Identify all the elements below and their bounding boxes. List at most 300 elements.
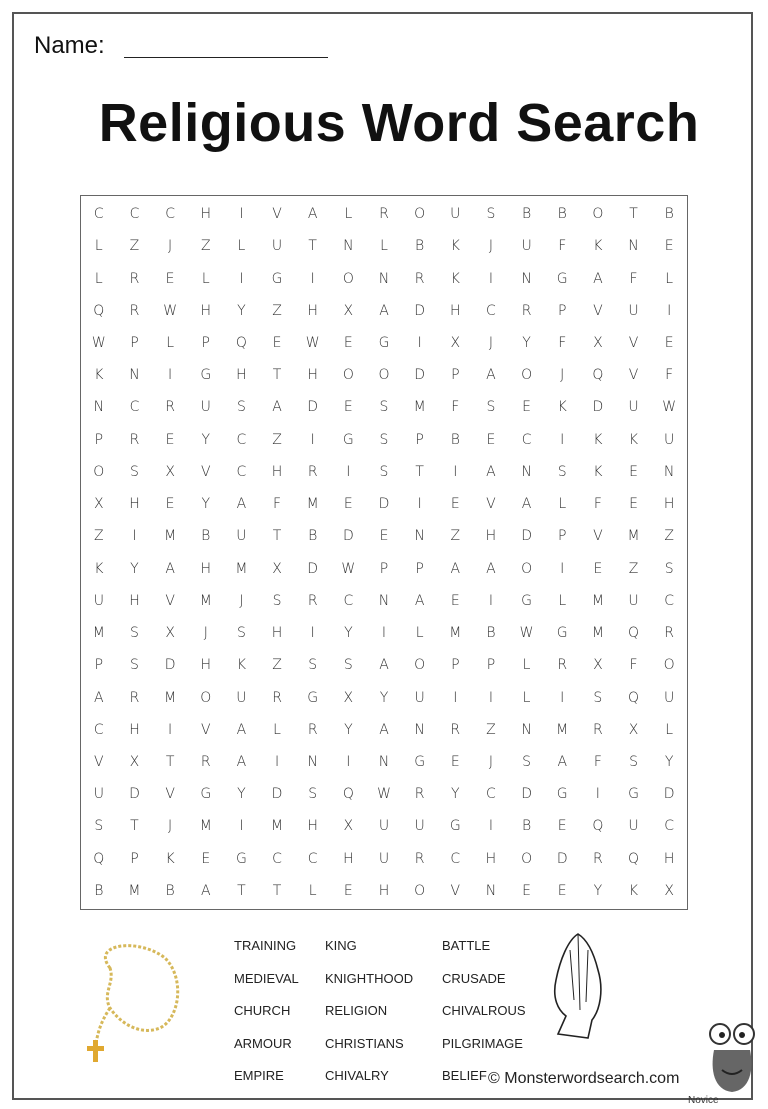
grid-letter[interactable]: V xyxy=(165,786,175,803)
grid-letter[interactable]: S xyxy=(130,463,139,480)
grid-letter[interactable]: L xyxy=(558,496,567,513)
grid-letter[interactable]: U xyxy=(664,431,675,448)
grid-letter[interactable]: Q xyxy=(628,689,640,706)
grid-letter[interactable]: H xyxy=(129,496,140,513)
grid-letter[interactable]: U xyxy=(628,399,639,416)
grid-letter[interactable]: R xyxy=(165,399,175,416)
grid-letter[interactable]: T xyxy=(165,753,175,770)
grid-letter[interactable]: L xyxy=(201,270,210,287)
grid-letter[interactable]: H xyxy=(378,882,390,899)
grid-letter[interactable]: E xyxy=(272,335,282,352)
grid-letter[interactable]: M xyxy=(556,721,569,738)
grid-letter[interactable]: A xyxy=(236,753,247,770)
grid-letter[interactable]: J xyxy=(168,818,173,835)
grid-letter[interactable]: G xyxy=(200,786,212,803)
grid-letter[interactable]: T xyxy=(272,367,282,384)
grid-letter[interactable]: D xyxy=(378,496,390,513)
grid-letter[interactable]: R xyxy=(414,786,425,803)
grid-letter[interactable]: L xyxy=(415,625,424,642)
grid-letter[interactable]: I xyxy=(488,592,493,609)
grid-letter[interactable]: J xyxy=(168,238,173,255)
grid-letter[interactable]: I xyxy=(346,753,351,770)
grid-letter[interactable]: G xyxy=(556,625,568,642)
grid-letter[interactable]: V xyxy=(593,302,603,319)
grid-letter[interactable]: Y xyxy=(522,335,531,352)
grid-letter[interactable]: D xyxy=(414,302,426,319)
grid-letter[interactable]: X xyxy=(165,463,175,480)
grid-letter[interactable]: X xyxy=(129,753,140,770)
grid-letter[interactable]: X xyxy=(450,335,461,352)
grid-letter[interactable]: N xyxy=(521,721,532,738)
grid-letter[interactable]: C xyxy=(129,399,140,416)
grid-letter[interactable]: B xyxy=(664,206,674,223)
grid-letter[interactable]: N xyxy=(521,270,532,287)
grid-letter[interactable]: E xyxy=(165,496,175,513)
grid-letter[interactable]: L xyxy=(94,238,103,255)
grid-letter[interactable]: N xyxy=(378,592,390,609)
grid-letter[interactable]: Q xyxy=(628,850,640,867)
grid-letter[interactable]: Z xyxy=(129,238,140,255)
grid-letter[interactable]: Y xyxy=(344,721,353,738)
grid-letter[interactable]: C xyxy=(521,431,532,448)
grid-letter[interactable]: T xyxy=(272,882,282,899)
grid-letter[interactable]: R xyxy=(521,302,532,319)
grid-letter[interactable]: G xyxy=(414,753,426,770)
grid-letter[interactable]: F xyxy=(629,657,638,674)
grid-letter[interactable]: O xyxy=(378,367,390,384)
grid-letter[interactable]: V xyxy=(450,882,461,899)
grid-letter[interactable]: H xyxy=(271,463,283,480)
grid-letter[interactable]: J xyxy=(488,753,493,770)
grid-letter[interactable]: G xyxy=(378,335,390,352)
grid-letter[interactable]: S xyxy=(130,625,139,642)
grid-letter[interactable]: X xyxy=(343,689,354,706)
grid-letter[interactable]: G xyxy=(556,786,568,803)
grid-letter[interactable]: S xyxy=(272,592,282,609)
grid-letter[interactable]: A xyxy=(379,657,389,674)
grid-letter[interactable]: M xyxy=(627,528,640,545)
grid-letter[interactable]: K xyxy=(628,431,639,448)
grid-letter[interactable]: T xyxy=(629,206,638,223)
grid-letter[interactable]: Q xyxy=(93,302,105,319)
grid-letter[interactable]: G xyxy=(342,431,354,448)
grid-letter[interactable]: Y xyxy=(130,560,139,577)
grid-letter[interactable]: A xyxy=(486,367,496,384)
grid-letter[interactable]: J xyxy=(239,592,244,609)
grid-letter[interactable]: Y xyxy=(237,786,246,803)
grid-letter[interactable]: N xyxy=(93,399,105,416)
grid-letter[interactable]: R xyxy=(450,721,461,738)
grid-letter[interactable]: O xyxy=(200,689,212,706)
grid-letter[interactable]: W xyxy=(91,335,106,352)
grid-letter[interactable]: S xyxy=(522,753,532,770)
grid-letter[interactable]: A xyxy=(593,270,603,287)
grid-letter[interactable]: M xyxy=(271,818,284,835)
grid-letter[interactable]: I xyxy=(560,689,565,706)
grid-letter[interactable]: T xyxy=(308,238,317,255)
grid-letter[interactable]: X xyxy=(593,657,603,674)
grid-letter[interactable]: S xyxy=(593,689,603,706)
grid-letter[interactable]: B xyxy=(94,882,104,899)
grid-letter[interactable]: K xyxy=(557,399,567,416)
grid-letter[interactable]: M xyxy=(413,399,426,416)
grid-letter[interactable]: I xyxy=(667,302,672,319)
grid-letter[interactable]: J xyxy=(560,367,565,384)
grid-letter[interactable]: L xyxy=(558,592,567,609)
grid-letter[interactable]: I xyxy=(310,625,315,642)
grid-letter[interactable]: D xyxy=(307,399,319,416)
grid-letter[interactable]: B xyxy=(450,431,460,448)
grid-letter[interactable]: U xyxy=(450,206,461,223)
grid-letter[interactable]: W xyxy=(305,335,320,352)
grid-letter[interactable]: L xyxy=(273,721,281,738)
grid-letter[interactable]: I xyxy=(274,753,280,770)
grid-letter[interactable]: S xyxy=(379,463,389,480)
grid-letter[interactable]: M xyxy=(164,528,177,545)
grid-letter[interactable]: U xyxy=(414,818,425,835)
grid-letter[interactable]: U xyxy=(664,689,675,706)
grid-letter[interactable]: M xyxy=(128,882,141,899)
grid-letter[interactable]: G xyxy=(235,850,247,867)
grid-letter[interactable]: P xyxy=(201,335,210,352)
grid-letter[interactable]: N xyxy=(521,463,532,480)
grid-letter[interactable]: L xyxy=(522,689,531,706)
grid-letter[interactable]: Y xyxy=(201,431,211,448)
grid-letter[interactable]: X xyxy=(343,818,354,835)
grid-letter[interactable]: P xyxy=(415,560,424,577)
grid-letter[interactable]: A xyxy=(200,882,211,899)
grid-letter[interactable]: V xyxy=(486,496,496,513)
grid-letter[interactable]: A xyxy=(272,399,282,416)
grid-letter[interactable]: I xyxy=(560,431,565,448)
grid-letter[interactable]: C xyxy=(343,592,354,609)
grid-letter[interactable]: W xyxy=(163,302,178,319)
grid-letter[interactable]: L xyxy=(166,335,175,352)
grid-letter[interactable]: N xyxy=(414,721,425,738)
grid-letter[interactable]: A xyxy=(414,592,425,609)
grid-letter[interactable]: P xyxy=(486,657,496,674)
grid-letter[interactable]: E xyxy=(343,496,353,513)
name-line[interactable] xyxy=(124,57,328,58)
grid-letter[interactable]: E xyxy=(450,592,460,609)
grid-letter[interactable]: S xyxy=(379,431,389,448)
grid-letter[interactable]: N xyxy=(378,270,390,287)
grid-letter[interactable]: F xyxy=(665,367,674,384)
grid-letter[interactable]: S xyxy=(664,560,674,577)
grid-letter[interactable]: G xyxy=(200,367,212,384)
grid-letter[interactable]: S xyxy=(379,399,389,416)
grid-letter[interactable]: O xyxy=(414,657,426,674)
grid-letter[interactable]: C xyxy=(165,206,175,223)
grid-letter[interactable]: E xyxy=(165,431,175,448)
grid-letter[interactable]: Z xyxy=(450,528,461,545)
grid-letter[interactable]: P xyxy=(94,431,104,448)
grid-letter[interactable]: Y xyxy=(379,689,389,706)
grid-letter[interactable]: P xyxy=(558,528,567,545)
grid-letter[interactable]: U xyxy=(378,818,390,835)
grid-letter[interactable]: A xyxy=(236,721,247,738)
grid-letter[interactable]: Y xyxy=(593,882,603,899)
grid-letter[interactable]: O xyxy=(663,657,675,674)
grid-letter[interactable]: K xyxy=(628,882,639,899)
grid-letter[interactable]: Z xyxy=(94,528,104,545)
grid-letter[interactable]: A xyxy=(486,463,496,480)
grid-letter[interactable]: Z xyxy=(272,302,282,319)
grid-letter[interactable]: U xyxy=(628,818,639,835)
grid-letter[interactable]: C xyxy=(129,206,140,223)
grid-letter[interactable]: I xyxy=(168,367,173,384)
grid-letter[interactable]: Y xyxy=(201,496,211,513)
grid-letter[interactable]: L xyxy=(344,206,353,223)
grid-letter[interactable]: W xyxy=(377,786,391,803)
grid-letter[interactable]: I xyxy=(239,270,244,287)
grid-letter[interactable]: D xyxy=(663,786,675,803)
grid-letter[interactable]: W xyxy=(519,625,534,642)
grid-letter[interactable]: L xyxy=(522,657,531,674)
grid-letter[interactable]: J xyxy=(203,625,208,642)
grid-letter[interactable]: E xyxy=(557,882,567,899)
grid-letter[interactable]: R xyxy=(272,689,282,706)
grid-letter[interactable]: V xyxy=(200,721,211,738)
grid-letter[interactable]: T xyxy=(130,818,139,835)
grid-letter[interactable]: E xyxy=(486,431,496,448)
grid-letter[interactable]: O xyxy=(521,560,533,577)
grid-letter[interactable]: H xyxy=(271,625,283,642)
grid-letter[interactable]: I xyxy=(239,206,244,223)
grid-letter[interactable]: F xyxy=(629,270,638,287)
grid-letter[interactable]: V xyxy=(272,206,282,223)
grid-letter[interactable]: N xyxy=(378,753,390,770)
grid-letter[interactable]: J xyxy=(488,335,493,352)
grid-letter[interactable]: B xyxy=(415,238,425,255)
grid-letter[interactable]: I xyxy=(595,786,600,803)
grid-letter[interactable]: I xyxy=(310,270,315,287)
grid-letter[interactable]: E xyxy=(343,335,353,352)
grid-letter[interactable]: B xyxy=(308,528,318,545)
grid-letter[interactable]: Q xyxy=(592,367,604,384)
grid-letter[interactable]: U xyxy=(236,528,247,545)
grid-letter[interactable]: L xyxy=(308,882,317,899)
grid-letter[interactable]: X xyxy=(593,335,603,352)
grid-letter[interactable]: G xyxy=(449,818,461,835)
grid-letter[interactable]: S xyxy=(486,206,496,223)
grid-letter[interactable]: E xyxy=(522,399,531,416)
grid-letter[interactable]: U xyxy=(93,786,104,803)
grid-letter[interactable]: E xyxy=(343,882,353,899)
grid-letter[interactable]: R xyxy=(307,721,318,738)
grid-letter[interactable]: T xyxy=(237,882,246,899)
grid-letter[interactable]: E xyxy=(629,463,638,480)
grid-letter[interactable]: S xyxy=(308,657,318,674)
grid-letter[interactable]: H xyxy=(200,657,212,674)
grid-letter[interactable]: E xyxy=(450,496,460,513)
grid-letter[interactable]: I xyxy=(417,496,422,513)
grid-letter[interactable]: E xyxy=(450,753,460,770)
grid-letter[interactable]: Z xyxy=(486,721,496,738)
grid-letter[interactable]: S xyxy=(308,786,318,803)
grid-letter[interactable]: R xyxy=(414,270,425,287)
grid-letter[interactable]: R xyxy=(129,689,140,706)
grid-letter[interactable]: Y xyxy=(344,625,353,642)
grid-letter[interactable]: C xyxy=(450,850,461,867)
grid-letter[interactable]: H xyxy=(307,302,318,319)
grid-letter[interactable]: C xyxy=(93,206,104,223)
grid-letter[interactable]: Q xyxy=(592,818,604,835)
grid-letter[interactable]: C xyxy=(236,431,247,448)
grid-letter[interactable]: U xyxy=(628,592,639,609)
grid-letter[interactable]: Q xyxy=(93,850,105,867)
grid-letter[interactable]: S xyxy=(629,753,638,770)
grid-letter[interactable]: N xyxy=(628,238,639,255)
grid-letter[interactable]: P xyxy=(415,431,424,448)
grid-letter[interactable]: R xyxy=(593,850,603,867)
grid-letter[interactable]: U xyxy=(200,399,211,416)
grid-letter[interactable]: M xyxy=(591,592,604,609)
grid-letter[interactable]: K xyxy=(450,238,460,255)
grid-letter[interactable]: L xyxy=(665,270,674,287)
grid-letter[interactable]: I xyxy=(453,463,458,480)
grid-letter[interactable]: H xyxy=(485,850,497,867)
grid-letter[interactable]: D xyxy=(129,786,140,803)
grid-letter[interactable]: B xyxy=(165,882,175,899)
grid-letter[interactable]: P xyxy=(558,302,567,319)
grid-letter[interactable]: S xyxy=(343,657,353,674)
grid-letter[interactable]: E xyxy=(557,818,567,835)
grid-letter[interactable]: J xyxy=(488,238,493,255)
grid-letter[interactable]: I xyxy=(488,689,493,706)
grid-letter[interactable]: H xyxy=(307,818,318,835)
grid-letter[interactable]: C xyxy=(93,721,104,738)
grid-letter[interactable]: N xyxy=(663,463,675,480)
grid-letter[interactable]: R xyxy=(593,721,603,738)
grid-letter[interactable]: F xyxy=(558,335,567,352)
grid-letter[interactable]: K xyxy=(593,463,603,480)
grid-letter[interactable]: R xyxy=(557,657,568,674)
grid-letter[interactable]: A xyxy=(236,496,247,513)
grid-letter[interactable]: S xyxy=(130,657,139,674)
grid-letter[interactable]: D xyxy=(521,528,532,545)
grid-letter[interactable]: H xyxy=(450,302,461,319)
grid-letter[interactable]: R xyxy=(129,302,140,319)
grid-letter[interactable]: F xyxy=(593,496,602,513)
grid-letter[interactable]: R xyxy=(307,463,318,480)
grid-letter[interactable]: P xyxy=(451,657,460,674)
grid-letter[interactable]: X xyxy=(664,882,674,899)
grid-letter[interactable]: A xyxy=(450,560,461,577)
grid-letter[interactable]: P xyxy=(130,850,139,867)
grid-letter[interactable]: U xyxy=(378,850,390,867)
grid-letter[interactable]: M xyxy=(235,560,248,577)
grid-letter[interactable]: P xyxy=(130,335,139,352)
grid-letter[interactable]: K xyxy=(236,657,246,674)
grid-letter[interactable]: N xyxy=(485,882,497,899)
grid-letter[interactable]: P xyxy=(94,657,104,674)
grid-letter[interactable]: L xyxy=(94,270,103,287)
grid-letter[interactable]: Z xyxy=(272,657,282,674)
grid-letter[interactable]: G xyxy=(307,689,319,706)
grid-letter[interactable]: X xyxy=(165,625,175,642)
grid-letter[interactable]: M xyxy=(306,496,319,513)
grid-letter[interactable]: B xyxy=(486,625,496,642)
grid-letter[interactable]: R xyxy=(129,270,140,287)
grid-letter[interactable]: O xyxy=(521,850,533,867)
grid-letter[interactable]: K xyxy=(450,270,460,287)
grid-letter[interactable]: E xyxy=(664,335,674,352)
grid-letter[interactable]: D xyxy=(414,367,426,384)
grid-letter[interactable]: X xyxy=(94,496,104,513)
grid-letter[interactable]: C xyxy=(236,463,247,480)
grid-letter[interactable]: N xyxy=(129,367,140,384)
grid-letter[interactable]: C xyxy=(486,786,496,803)
grid-letter[interactable]: O xyxy=(342,367,354,384)
grid-letter[interactable]: C xyxy=(486,302,496,319)
grid-letter[interactable]: U xyxy=(236,689,247,706)
grid-letter[interactable]: S xyxy=(557,463,567,480)
grid-letter[interactable]: C xyxy=(272,850,282,867)
grid-letter[interactable]: K xyxy=(593,238,603,255)
grid-letter[interactable]: E xyxy=(522,882,531,899)
grid-letter[interactable]: W xyxy=(662,399,677,416)
grid-letter[interactable]: V xyxy=(165,592,175,609)
grid-letter[interactable]: S xyxy=(486,399,496,416)
grid-letter[interactable]: C xyxy=(307,850,318,867)
grid-letter[interactable]: U xyxy=(414,689,425,706)
grid-letter[interactable]: D xyxy=(164,657,176,674)
grid-letter[interactable]: R xyxy=(414,850,425,867)
grid-letter[interactable]: E xyxy=(664,238,674,255)
grid-letter[interactable]: B xyxy=(521,206,532,223)
grid-letter[interactable]: N xyxy=(343,238,354,255)
grid-letter[interactable]: X xyxy=(343,302,354,319)
grid-letter[interactable]: L xyxy=(665,721,674,738)
grid-letter[interactable]: B xyxy=(201,528,211,545)
grid-letter[interactable]: A xyxy=(307,206,318,223)
grid-letter[interactable]: V xyxy=(628,367,639,384)
grid-letter[interactable]: E xyxy=(165,270,175,287)
grid-letter[interactable]: Z xyxy=(664,528,674,545)
grid-letter[interactable]: S xyxy=(94,818,104,835)
grid-letter[interactable]: U xyxy=(521,238,532,255)
grid-letter[interactable]: D xyxy=(342,528,354,545)
grid-letter[interactable]: P xyxy=(451,367,460,384)
grid-letter[interactable]: Z xyxy=(200,238,211,255)
grid-letter[interactable]: O xyxy=(521,367,533,384)
grid-letter[interactable]: E xyxy=(629,496,638,513)
grid-letter[interactable]: F xyxy=(451,399,460,416)
grid-letter[interactable]: M xyxy=(199,592,212,609)
grid-letter[interactable]: Y xyxy=(237,302,246,319)
grid-letter[interactable]: V xyxy=(200,463,211,480)
grid-letter[interactable]: A xyxy=(379,302,389,319)
grid-letter[interactable]: I xyxy=(381,625,387,642)
grid-letter[interactable]: H xyxy=(200,206,212,223)
grid-letter[interactable]: G xyxy=(556,270,568,287)
grid-letter[interactable]: O xyxy=(592,206,604,223)
grid-letter[interactable]: G xyxy=(521,592,532,609)
grid-letter[interactable]: M xyxy=(92,625,105,642)
grid-letter[interactable]: Q xyxy=(235,335,247,352)
grid-letter[interactable]: Y xyxy=(451,786,460,803)
grid-letter[interactable]: D xyxy=(592,399,604,416)
grid-letter[interactable]: X xyxy=(272,560,282,577)
grid-letter[interactable]: B xyxy=(521,818,532,835)
grid-letter[interactable]: E xyxy=(379,528,389,545)
grid-letter[interactable]: I xyxy=(417,335,422,352)
grid-letter[interactable]: E xyxy=(201,850,211,867)
grid-letter[interactable]: P xyxy=(379,560,389,577)
grid-letter[interactable]: I xyxy=(310,431,315,448)
grid-letter[interactable]: Q xyxy=(628,625,640,642)
